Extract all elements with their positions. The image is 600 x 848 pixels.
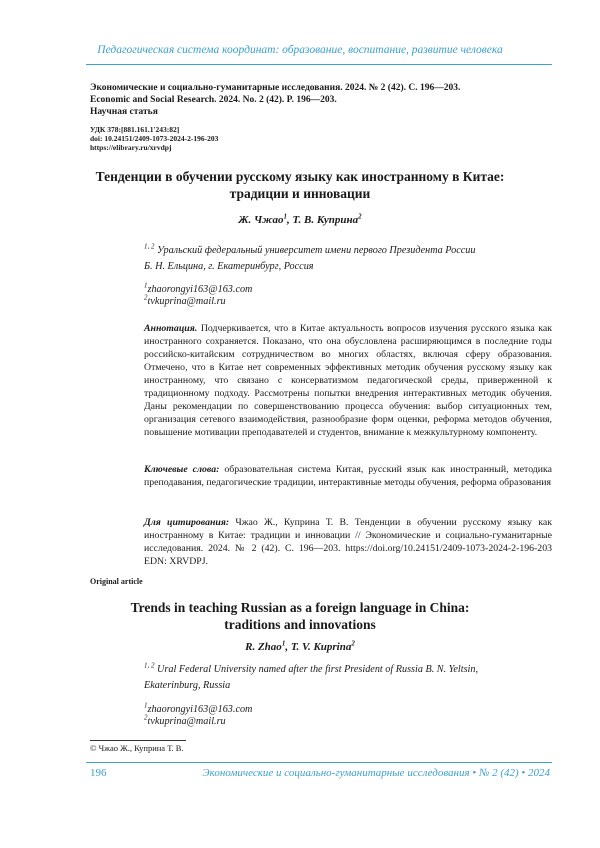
citation-line-en: Economic and Social Research. 2024. No. 2 (42). P. 196—203. [90,95,337,105]
footnote-rule [90,740,186,741]
affiliation-sup: 1, 2 [144,242,155,251]
emails-ru [144,281,444,308]
title-en [90,599,510,633]
email-en-1[interactable]: zhaorongyi163@163.com [147,704,253,715]
author-2-sup: 2 [358,212,362,221]
author-en-1-sup: 1 [281,639,286,648]
author-1-sup: 1 [283,212,288,221]
citation-line-ru: Экономические и социально-гуманитарные исследования. 2024. № 2 (42). С. 196—203. [90,83,461,93]
title-ru-line2: традиции и инновации [229,186,371,201]
article-type: Научная статья [90,107,158,117]
email-1[interactable]: zhaorongyi163@163.com [147,284,253,295]
page-number: 196 [90,767,107,779]
footer-rule [86,762,552,763]
affiliation-en-line1: Ural Federal University named after the first President of Russia B. N. Yeltsin, [154,664,479,675]
title-en-line1: Trends in teaching Russian as a foreign language in China: [130,600,470,615]
copyright: © Чжао Ж., Куприна Т. В. [90,743,184,753]
title-en-line2: traditions and innovations [224,617,376,632]
doi: doi: 10.24151/2409-1073-2024-2-196-203 [90,134,219,143]
abstract-ru [144,322,552,439]
email-2-sup: 2 [144,293,148,302]
cite-text: Чжао Ж., Куприна Т. В. Тенденции в обучении русскому языку как иностранному в Китае: традиции и инновации // Экономические и социально-гуманитарные исследования. 2024. № 2 (42). С. 196—203. https://doi.org/10.24151/2409-1073-2024-2-196-203 EDN: XRVDPJ. [144,517,552,567]
email-en-1-sup: 1 [144,701,148,710]
affiliation-ru-line1: Уральский федеральный университет имени первого Президента России [154,245,476,256]
emails-en [144,701,444,728]
title-ru [90,168,510,202]
email-1-sup: 1 [144,281,148,290]
title-ru-line1: Тенденции в обучении русскому языку как иностранному в Китае: [95,169,505,184]
affiliation-en-line2: Ekaterinburg, Russia [144,680,231,691]
authors-en [90,641,510,653]
author-en-2-sup: 2 [351,639,355,648]
author-sep: , [287,214,293,226]
original-article-label: Original article [90,577,143,586]
email-en-2-sup: 2 [144,713,148,722]
cite-label: Для цитирования: [144,517,230,528]
udk: УДК 378:[881.161.1'243:82] [90,125,180,134]
author-en-1: R. Zhao [245,641,282,653]
keywords-ru [144,463,552,489]
email-2[interactable]: tvkuprina@mail.ru [147,296,226,307]
email-en-2[interactable]: tvkuprina@mail.ru [147,716,226,727]
url-link[interactable]: https://elibrary.ru/xrvdpj [90,143,172,152]
authors-ru [90,214,510,226]
keywords-label: Ключевые слова: [144,464,220,475]
abstract-label: Аннотация. [144,323,198,334]
author-1: Ж. Чжао [238,214,284,226]
affiliation-en [144,662,514,694]
affiliation-en-sup: 1, 2 [144,661,155,670]
cite-ru [144,516,552,568]
running-head: Педагогическая система координат: образование, воспитание, развитие человека [97,44,503,56]
affiliation-ru-line2: Б. Н. Ельцина, г. Екатеринбург, Россия [144,261,314,272]
author-en-2: T. V. Kuprina [290,641,352,653]
keywords-text: образовательная система Китая, русский язык как иностранный, методика преподавания, педагогические традиции, интерактивные методы обучения, реформа образования [144,464,552,488]
footer-journal: Экономические и социально-гуманитарные исследования • № 2 (42) • 2024 [202,767,550,779]
affiliation-ru [144,243,514,275]
author-en-sep: , [285,641,291,653]
abstract-text: Подчеркивается, что в Китае актуальность вопросов изучения русского языка как иностранного сохраняется. Показано, что она обусловлена расширяющимся в последние годы российско-китайским сотрудничеством во многих областях, включая сферу образования. Отмечено, что в Китае нет современных эффективных методик обучения русскому языку как иностранному, что связано с консерватизмом педагогической среды, приверженной к традиционному подходу. Рассмотрены попытки внедрения интерактивных методик обучения. Даны рекомендации по совершенствованию процесса обучения: выбор ситуационных тем, организация сетевого взаимодействия, разнообразие форм оценки, реформа методов обучения, повышение мотивации преподавателей и студентов, внимание к межкультурному компоненту. [144,323,552,438]
author-2: Т. В. Куприна [292,214,359,226]
header-rule [86,64,552,65]
